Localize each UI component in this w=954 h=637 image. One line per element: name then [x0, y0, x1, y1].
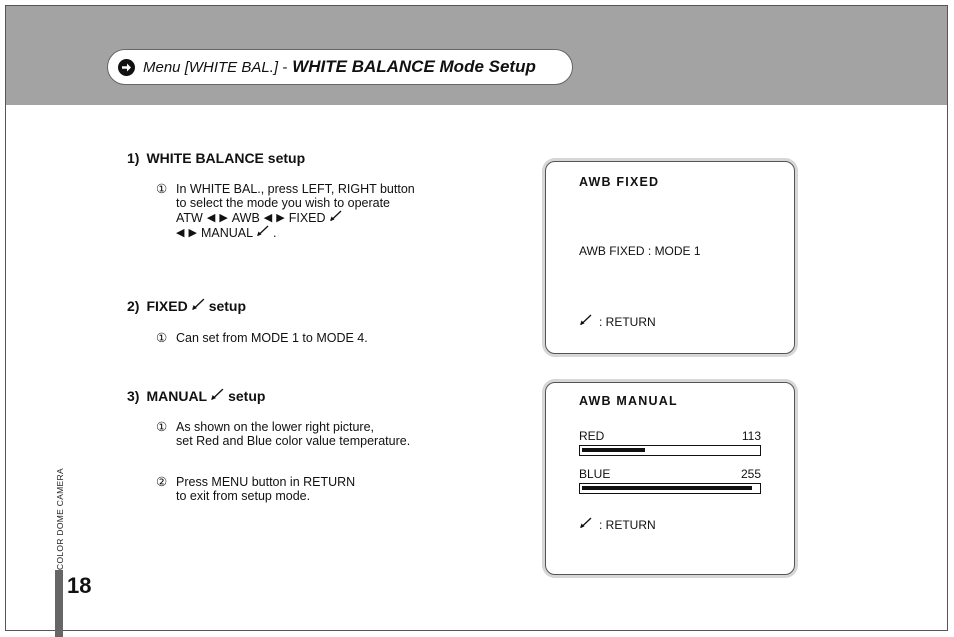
enter-arrow-icon [329, 210, 343, 225]
enter-arrow-icon [579, 517, 593, 532]
list-item [156, 475, 355, 503]
section-heading [127, 150, 305, 166]
osd-awb-manual [545, 382, 795, 575]
blue-label: BLUE [579, 467, 611, 481]
mode-sequence-cont [176, 225, 415, 240]
item-line: Press MENU button in RETURN [176, 475, 356, 489]
osd-title: AWB FIXED [579, 175, 660, 189]
left-arrow-icon: ◀ [263, 211, 273, 224]
osd-title: AWB MANUAL [579, 394, 678, 408]
item-line: set Red and Blue color value temperature. [176, 434, 411, 448]
right-arrow-icon: ▶ [188, 226, 197, 239]
list-item [156, 182, 415, 240]
right-arrow-icon: ▶ [276, 211, 285, 224]
red-slider[interactable] [579, 445, 761, 456]
menu-path: Menu [WHITE BAL.] - [143, 58, 288, 76]
enter-arrow-icon [210, 388, 225, 404]
item-marker: ① [156, 331, 168, 345]
item-line: Can set from MODE 1 to MODE 4. [176, 331, 368, 345]
item-line: to select the mode you wish to operate [176, 196, 391, 210]
period: . [273, 225, 277, 240]
blue-slider-fill [582, 486, 752, 490]
section-heading-text: MANUAL [146, 388, 208, 404]
arrow-right-icon [118, 59, 135, 76]
osd-return-line [579, 517, 656, 532]
section-number: 3) [127, 388, 140, 404]
section-heading-text: FIXED [146, 298, 188, 314]
section-heading [127, 388, 265, 404]
blue-slider[interactable] [579, 483, 761, 494]
osd-mode-line: AWB FIXED : MODE 1 [579, 244, 701, 258]
page-title: WHITE BALANCE Mode Setup [292, 57, 536, 76]
red-value: 113 [741, 429, 761, 443]
section-manual [127, 388, 265, 404]
section-number: 1) [127, 150, 140, 166]
section-heading-text: setup [228, 388, 266, 404]
list-item [156, 420, 410, 448]
item-marker: ② [156, 475, 168, 489]
left-arrow-icon: ◀ [176, 226, 185, 239]
osd-awb-fixed [545, 161, 795, 354]
section-title-pill [107, 49, 573, 85]
item-marker: ① [156, 420, 168, 434]
item-line: As shown on the lower right picture, [176, 420, 375, 434]
osd-return-text: : RETURN [599, 314, 656, 329]
item-line: In WHITE BAL., press LEFT, RIGHT button [176, 182, 415, 196]
item-line: to exit from setup mode. [176, 489, 311, 503]
section-heading-text: setup [208, 298, 247, 314]
red-slider-fill [582, 448, 645, 452]
mode-manual: MANUAL [200, 225, 254, 240]
item-marker: ① [156, 182, 168, 196]
section-fixed [127, 298, 246, 314]
mode-fixed: FIXED [288, 210, 326, 225]
right-arrow-icon: ▶ [219, 211, 228, 224]
red-label: RED [579, 429, 605, 443]
list-item [156, 331, 368, 345]
enter-arrow-icon [256, 225, 270, 240]
page-number: 18 [67, 573, 92, 598]
osd-return-text: : RETURN [599, 517, 656, 532]
mode-atw: ATW [176, 210, 203, 225]
section-heading-text: WHITE BALANCE setup [146, 150, 306, 166]
enter-arrow-icon [579, 314, 593, 329]
osd-return-line [579, 314, 656, 329]
section-number: 2) [127, 298, 140, 314]
side-accent-bar [55, 570, 63, 637]
left-arrow-icon: ◀ [206, 211, 216, 224]
mode-awb: AWB [231, 210, 260, 225]
section-white-balance [127, 150, 305, 166]
product-name-vertical: COLOR DOME CAMERA [55, 468, 65, 570]
enter-arrow-icon [191, 298, 206, 314]
section-heading [127, 298, 246, 314]
blue-value: 255 [740, 467, 761, 481]
mode-sequence [176, 210, 415, 225]
